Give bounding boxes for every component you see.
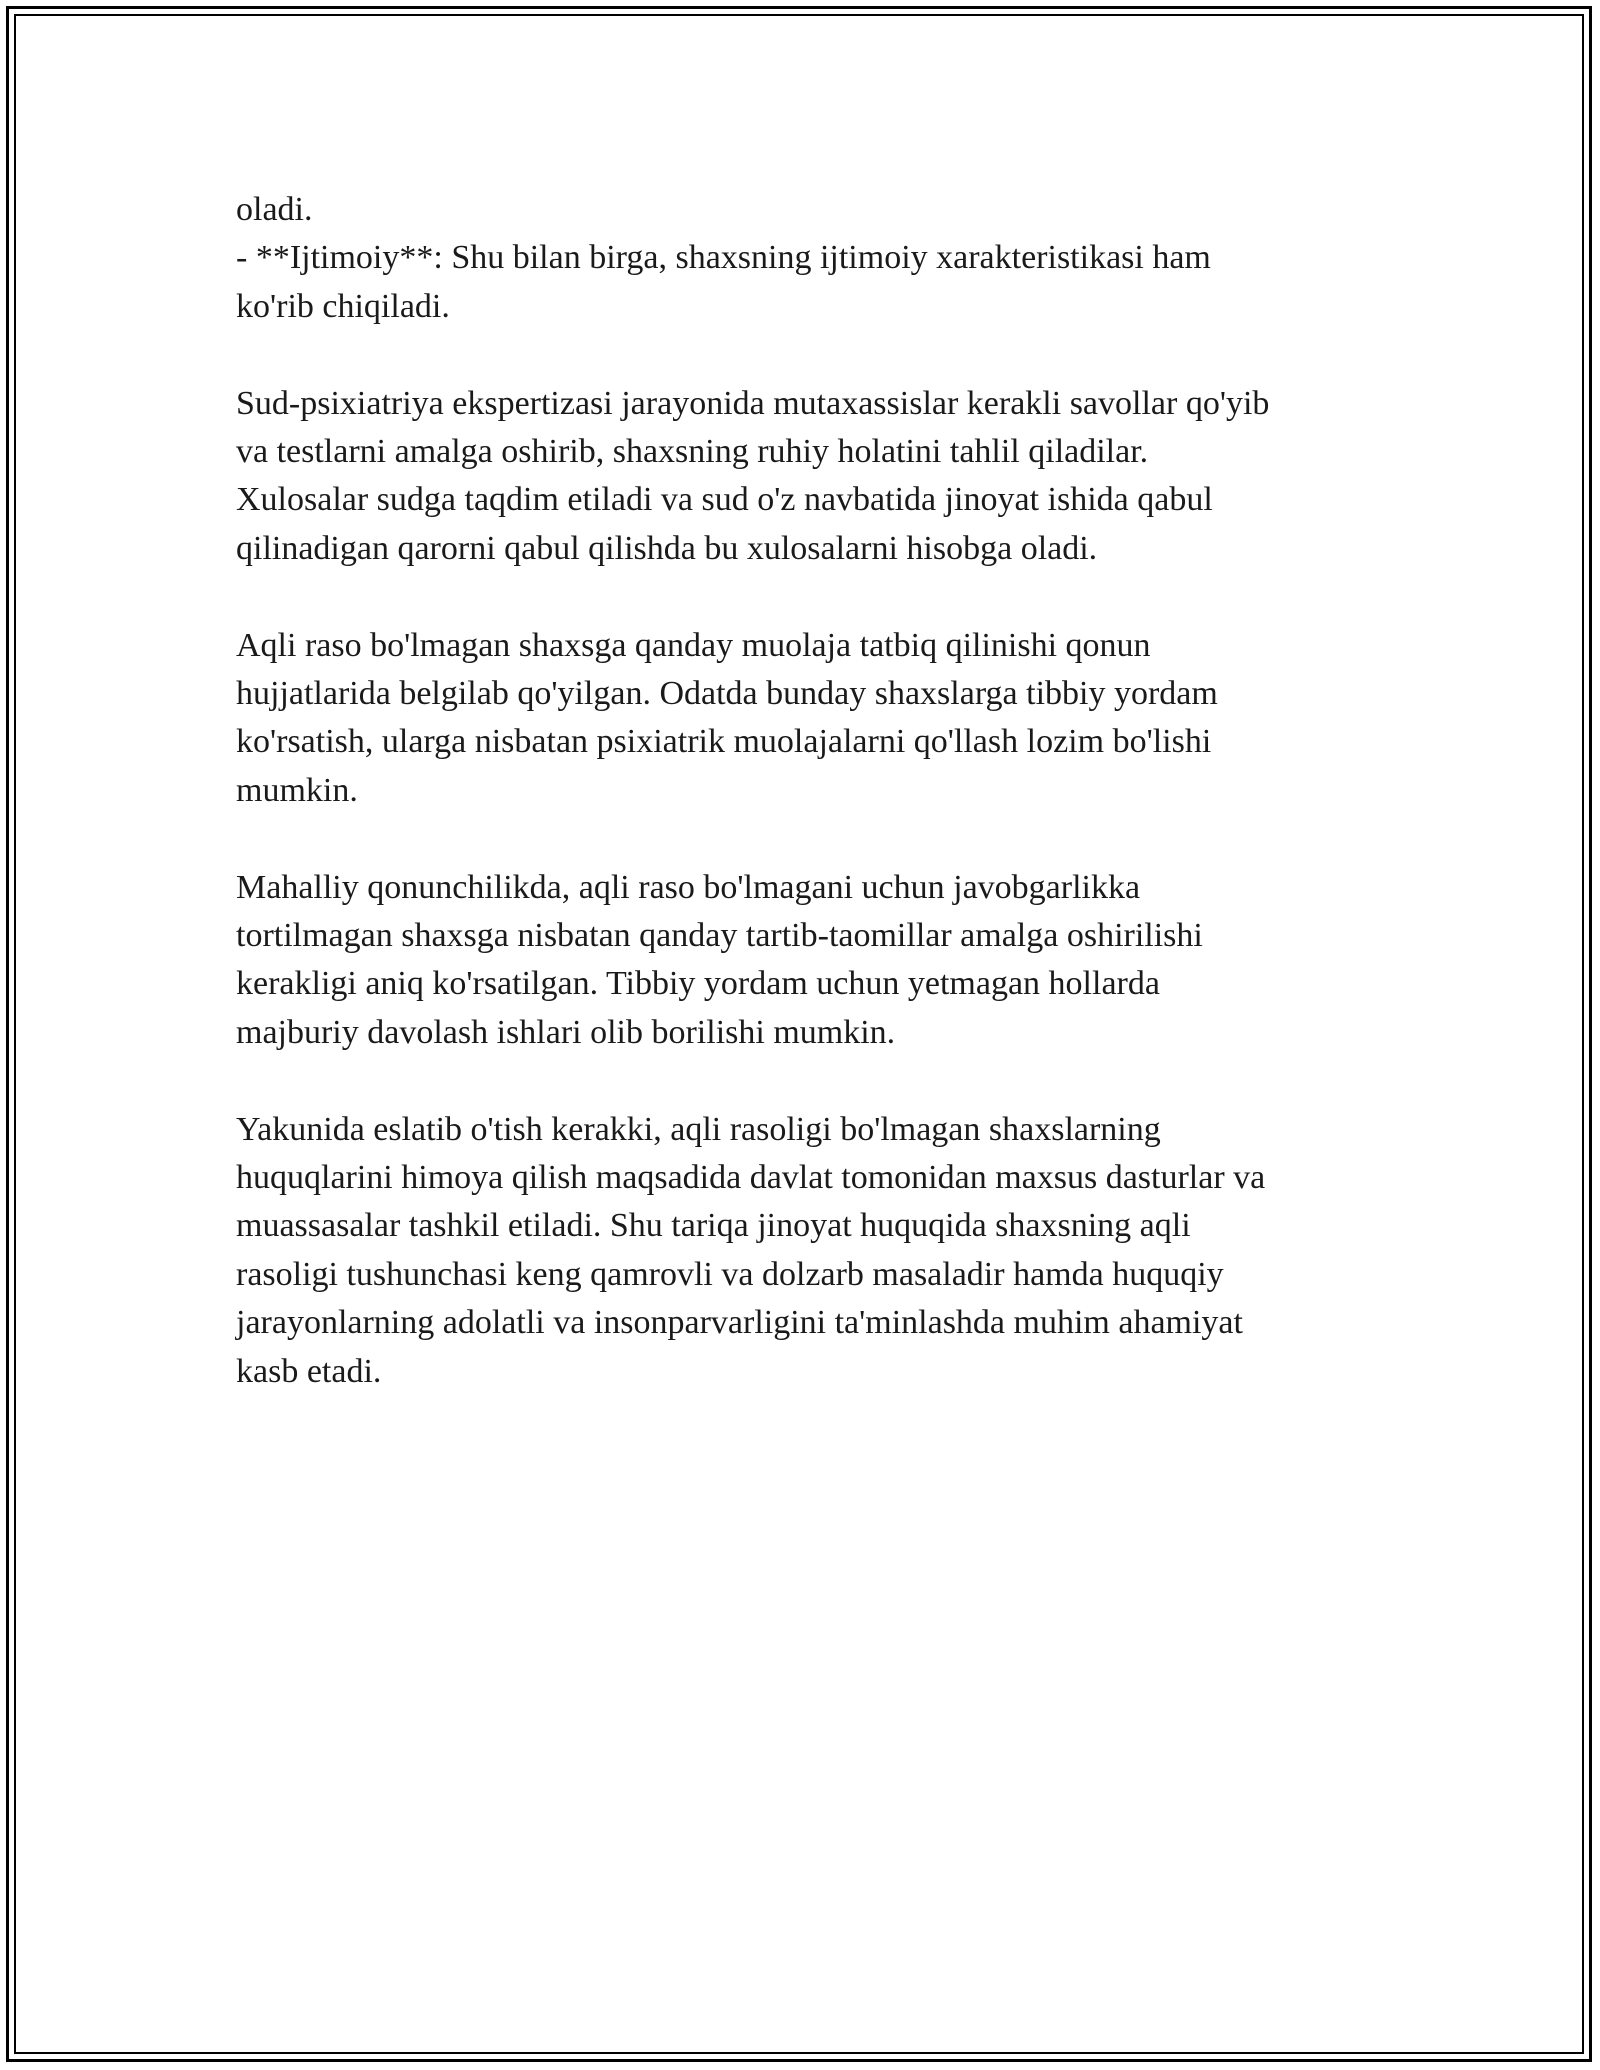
paragraph-conclusion [236,1106,1366,1396]
text-line: Mahalliy qonunchilikda, aqli raso bo'lmagani uchun javobgarlikka [236,868,1141,906]
paragraph-treatment [236,622,1366,816]
paragraph-legislation [236,864,1366,1058]
text-line: va testlarni amalga oshirib, shaxsning ruhiy holatini tahlil qiladilar. [236,433,1149,471]
paragraph-expertise [236,380,1366,574]
text-line: Xulosalar sudga taqdim etiladi va sud o'z navbatida jinoyat ishida qabul [236,481,1213,519]
text-line: tortilmagan shaxsga nisbatan qanday tartib-taomillar amalga oshirilishi [236,917,1203,955]
text-line: jarayonlarning adolatli va insonparvarligini ta'minlashda muhim ahamiyat [236,1304,1243,1342]
text-line: majburiy davolash ishlari olib borilishi mumkin. [236,1013,896,1051]
text-line: ko'rib chiqiladi. [236,287,450,325]
text-line: mumkin. [236,771,358,809]
text-line: huquqlarini himoya qilish maqsadida davlat tomonidan maxsus dasturlar va [236,1159,1266,1197]
text-line: Yakunida eslatib o'tish kerakki, aqli rasoligi bo'lmagan shaxslarning [236,1110,1161,1148]
text-line: qilinadigan qarorni qabul qilishda bu xulosalarni hisobga oladi. [236,529,1098,567]
text-line: - **Ijtimoiy**: Shu bilan birga, shaxsning ijtimoiy xarakteristikasi ham [236,239,1211,277]
text-line: oladi. [236,191,313,228]
text-line: rasoligi tushunchasi keng qamrovli va dolzarb masaladir hamda huquqiy [236,1255,1224,1293]
paragraph-continuation [236,186,1366,331]
text-line: hujjatlarida belgilab qo'yilgan. Odatda bunday shaxslarga tibbiy yordam [236,675,1218,713]
text-line: Aqli raso bo'lmagan shaxsga qanday muolaja tatbiq qilinishi qonun [236,626,1151,664]
text-line: kasb etadi. [236,1352,382,1390]
text-line: Sud-psixiatriya ekspertizasi jarayonida mutaxassislar kerakli savollar qo'yib [236,384,1270,422]
document-body [236,186,1366,1444]
text-line: ko'rsatish, ularga nisbatan psixiatrik muolajalarni qo'llash lozim bo'lishi [236,723,1212,761]
text-line: muassasalar tashkil etiladi. Shu tariqa jinoyat huquqida shaxsning aqli [236,1207,1191,1245]
text-line: kerakligi aniq ko'rsatilgan. Tibbiy yordam uchun yetmagan hollarda [236,965,1160,1003]
